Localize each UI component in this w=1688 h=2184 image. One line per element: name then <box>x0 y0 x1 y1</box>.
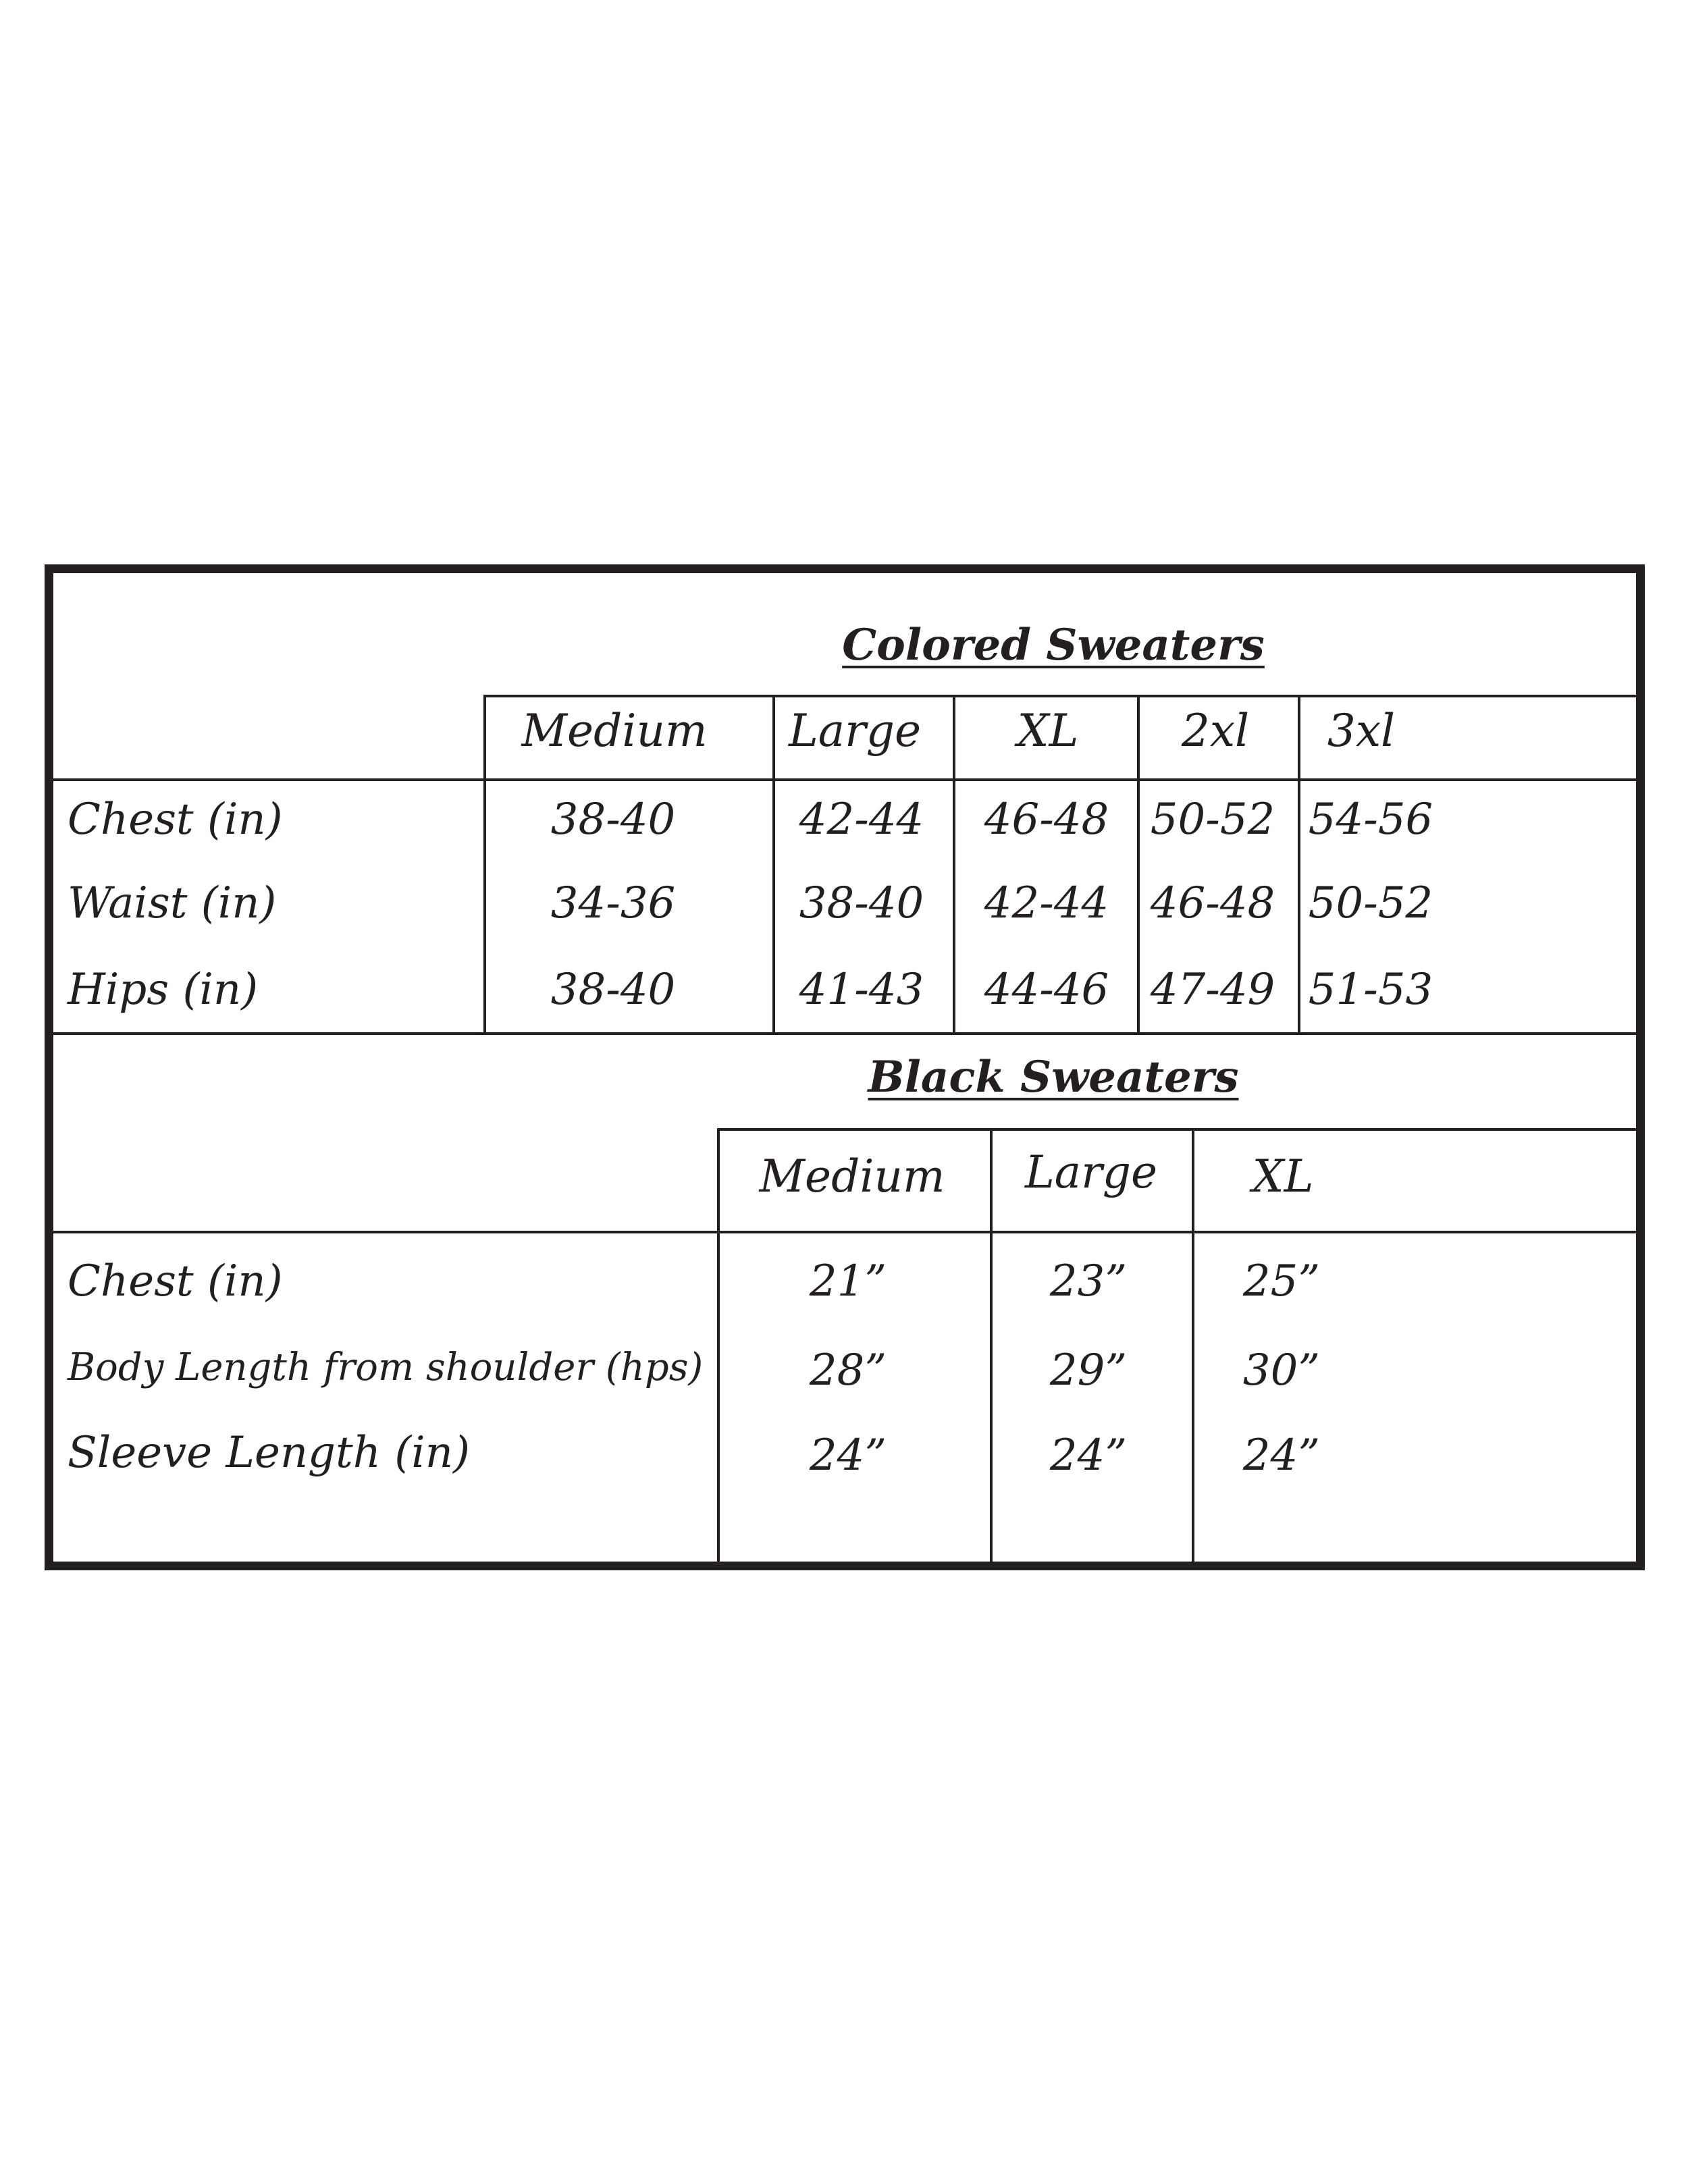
black-chest-large: 23” <box>1049 1256 1128 1306</box>
colored-hips-large: 41-43 <box>799 965 924 1015</box>
black-size-large: Large <box>1024 1146 1158 1198</box>
black-body-length-medium: 28” <box>809 1346 887 1395</box>
black-col-divider-2 <box>990 1128 993 1564</box>
black-size-header-bottom-line <box>53 1231 1637 1233</box>
black-row-label-body-length: Body Length from shoulder (hps) <box>68 1346 704 1389</box>
black-chest-medium: 21” <box>809 1256 887 1306</box>
colored-size-header-bottom-line <box>53 778 1637 781</box>
black-sleeve-length-xl: 24” <box>1242 1431 1321 1481</box>
colored-size-medium: Medium <box>521 705 708 757</box>
colored-row-label-hips: Hips (in) <box>68 965 259 1015</box>
black-size-xl: XL <box>1252 1150 1314 1202</box>
colored-hips-medium: 38-40 <box>550 965 676 1015</box>
colored-chest-xl: 46-48 <box>984 795 1109 845</box>
colored-chest-medium: 38-40 <box>550 795 676 845</box>
colored-size-large: Large <box>788 705 922 757</box>
section-divider-line <box>53 1032 1637 1035</box>
colored-col-divider-4 <box>1137 695 1140 1034</box>
black-size-medium: Medium <box>759 1150 945 1202</box>
black-chest-xl: 25” <box>1242 1256 1321 1306</box>
black-sleeve-length-medium: 24” <box>809 1431 887 1481</box>
colored-chest-large: 42-44 <box>799 795 924 845</box>
colored-col-divider-2 <box>772 695 775 1034</box>
black-body-length-xl: 30” <box>1242 1346 1321 1395</box>
colored-col-divider-1 <box>483 695 486 1034</box>
colored-waist-xl: 42-44 <box>984 878 1109 928</box>
colored-waist-large: 38-40 <box>799 878 924 928</box>
colored-hips-2xl: 47-49 <box>1150 965 1275 1015</box>
black-sleeve-length-large: 24” <box>1049 1431 1128 1481</box>
colored-hips-xl: 44-46 <box>984 965 1109 1015</box>
black-col-divider-1 <box>717 1128 720 1564</box>
colored-row-label-chest: Chest (in) <box>68 795 283 845</box>
colored-chest-2xl: 50-52 <box>1150 795 1275 845</box>
black-size-header-top-line <box>717 1128 1637 1131</box>
colored-waist-2xl: 46-48 <box>1150 878 1275 928</box>
colored-chest-3xl: 54-56 <box>1308 795 1433 845</box>
colored-size-header-top-line <box>484 695 1637 697</box>
black-row-label-sleeve-length: Sleeve Length (in) <box>68 1428 470 1478</box>
black-col-divider-3 <box>1192 1128 1194 1564</box>
colored-size-2xl: 2xl <box>1181 705 1250 757</box>
colored-size-3xl: 3xl <box>1327 705 1396 757</box>
colored-waist-medium: 34-36 <box>550 878 676 928</box>
colored-col-divider-5 <box>1298 695 1300 1034</box>
black-sweaters-title: Black Sweaters <box>868 1052 1239 1102</box>
black-body-length-large: 29” <box>1049 1346 1128 1395</box>
colored-hips-3xl: 51-53 <box>1308 965 1433 1015</box>
colored-waist-3xl: 50-52 <box>1308 878 1433 928</box>
colored-sweaters-title: Colored Sweaters <box>842 620 1265 670</box>
colored-col-divider-3 <box>953 695 955 1034</box>
colored-row-label-waist: Waist (in) <box>68 878 277 928</box>
black-row-label-chest: Chest (in) <box>68 1256 283 1306</box>
colored-size-xl: XL <box>1017 705 1079 757</box>
